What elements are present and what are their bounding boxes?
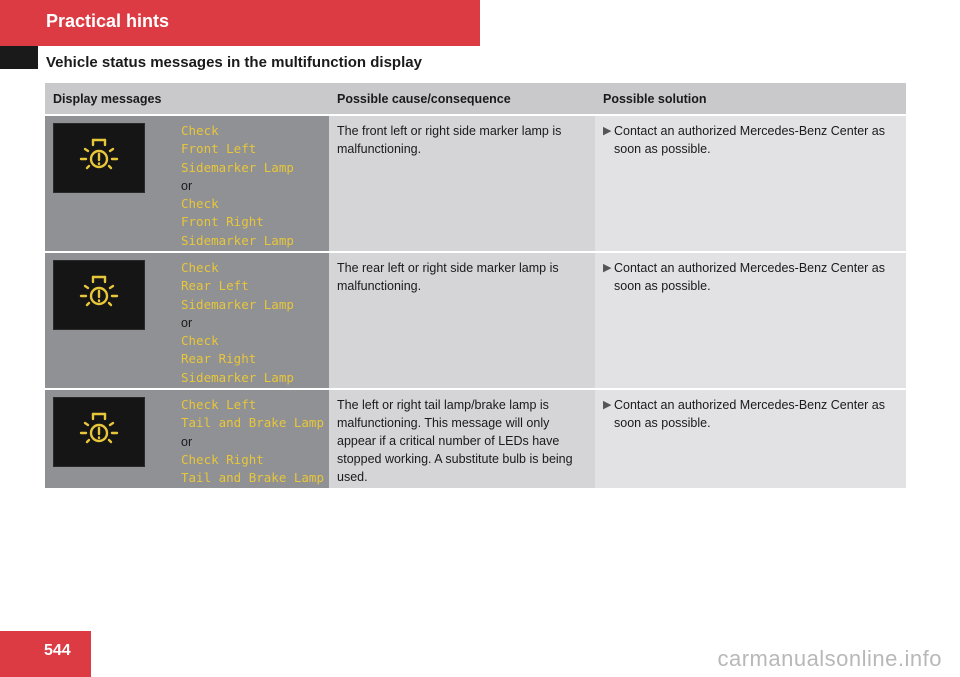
display-cell xyxy=(45,389,329,488)
header-tab-marker xyxy=(0,46,38,69)
message-line: Front Right xyxy=(181,214,264,230)
table-row xyxy=(45,115,906,252)
solution-cell xyxy=(595,252,906,389)
section-title: Vehicle status messages in the multifunction display xyxy=(46,54,422,71)
status-messages-table xyxy=(45,83,906,488)
message-line: Tail and Brake Lamp xyxy=(181,415,324,431)
chapter-title: Practical hints xyxy=(46,11,170,31)
cause-cell: The front left or right side marker lamp is malfunctioning. xyxy=(329,115,595,252)
cause-cell: The rear left or right side marker lamp is malfunctioning. xyxy=(329,252,595,389)
arrow-icon: ▶ xyxy=(603,262,612,274)
cause-cell: The left or right tail lamp/brake lamp is malfunctioning. This message will only appear if a critical number of LEDs have stopped working. A substitute bulb is being used. xyxy=(329,389,595,488)
message-line: Rear Right xyxy=(181,351,257,367)
display-screen xyxy=(53,260,145,330)
message-line: Rear Left xyxy=(181,278,249,294)
message-line: Sidemarker Lamp xyxy=(181,369,294,385)
message-line: Check Left xyxy=(181,397,257,412)
display-message xyxy=(181,259,294,387)
display-message xyxy=(181,396,324,487)
page-number: 544 xyxy=(44,642,71,659)
display-screen xyxy=(53,123,145,193)
solution-text: Contact an authorized Mercedes-Benz Center as soon as possible. xyxy=(614,124,885,156)
message-line: Check xyxy=(181,123,219,138)
table-row xyxy=(45,252,906,389)
solution-cell xyxy=(595,389,906,488)
message-line: Tail and Brake Lamp xyxy=(181,470,324,486)
watermark: carmanualsonline.info xyxy=(717,646,942,671)
lamp-warning-icon xyxy=(79,275,119,315)
lamp-warning-icon xyxy=(79,412,119,452)
message-line: Sidemarker Lamp xyxy=(181,296,294,312)
column-header-cause: Possible cause/consequence xyxy=(329,83,595,115)
message-line: Front Left xyxy=(181,141,257,157)
solution-cell xyxy=(595,115,906,252)
column-header-solution: Possible solution xyxy=(595,83,906,115)
message-or: or xyxy=(181,434,193,449)
display-cell xyxy=(45,252,329,389)
message-or: or xyxy=(181,315,193,330)
message-or: or xyxy=(181,178,193,193)
message-line: Sidemarker Lamp xyxy=(181,232,294,248)
solution-text: Contact an authorized Mercedes-Benz Center as soon as possible. xyxy=(614,261,885,293)
arrow-icon: ▶ xyxy=(603,125,612,137)
lamp-warning-icon xyxy=(79,138,119,178)
display-screen xyxy=(53,397,145,467)
message-line: Check xyxy=(181,260,219,275)
display-cell xyxy=(45,115,329,252)
message-line: Sidemarker Lamp xyxy=(181,159,294,175)
arrow-icon: ▶ xyxy=(603,399,612,411)
message-line: Check Right xyxy=(181,451,264,467)
table-header-row xyxy=(45,83,906,115)
message-line: Check xyxy=(181,333,219,349)
column-header-display: Display messages xyxy=(45,83,329,115)
message-line: Check xyxy=(181,196,219,212)
solution-text: Contact an authorized Mercedes-Benz Center as soon as possible. xyxy=(614,398,885,430)
table-row xyxy=(45,389,906,488)
display-message xyxy=(181,122,294,250)
